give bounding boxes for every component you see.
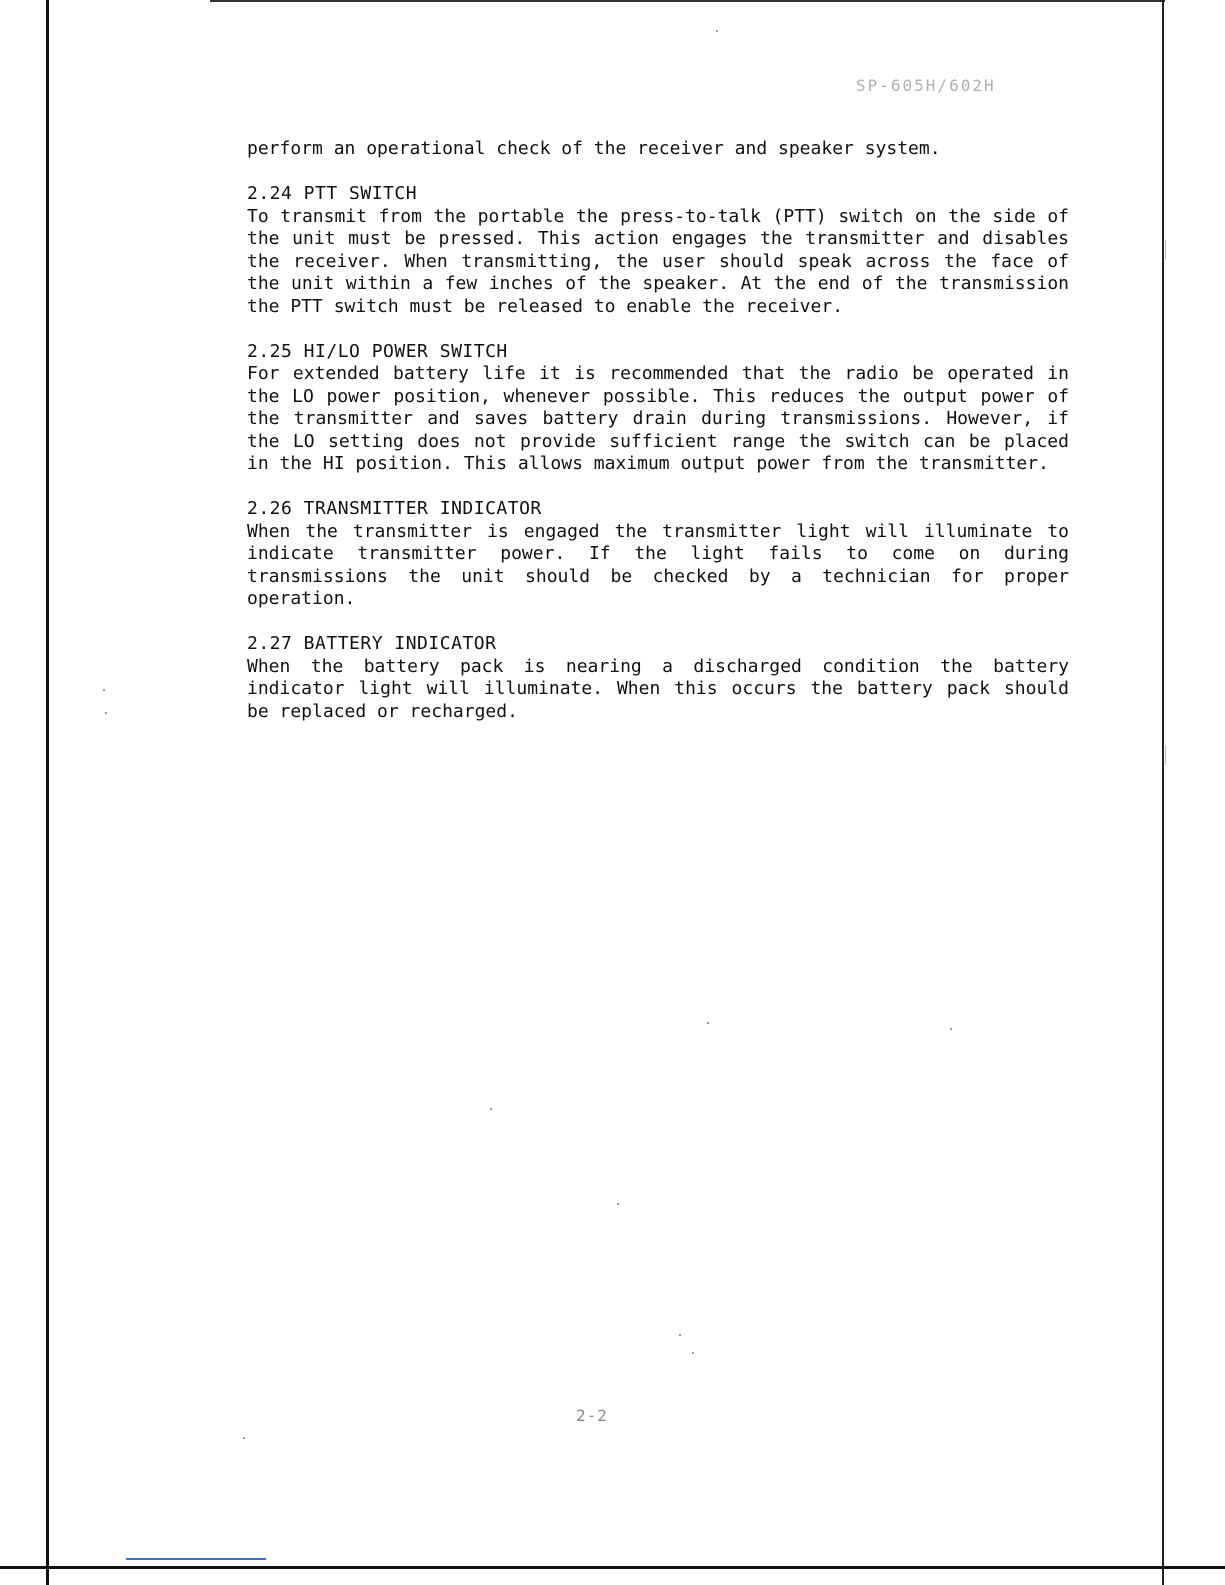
scan-speck: [1165, 745, 1166, 765]
scan-border-bottom: [0, 1566, 1225, 1569]
section-ptt-switch: [247, 183, 1069, 318]
section-hi-lo-power-switch: [247, 341, 1069, 476]
scan-speck: [103, 689, 105, 691]
section-body: When the battery pack is nearing a discharged condition the battery indicator light will illuminate. When this occurs the battery pack should be replaced or recharged.: [247, 655, 1069, 722]
section-body: When the transmitter is engaged the transmitter light will illuminate to indicate transmitter power. If the light fails to come on during transmissions the unit should be checked by a technician for proper operation.: [247, 520, 1069, 609]
scan-speck: [490, 1108, 492, 1110]
scan-speck: [716, 30, 718, 32]
section-heading: 2.24 PTT SWITCH: [247, 183, 418, 204]
section-heading: 2.27 BATTERY INDICATOR: [247, 633, 497, 654]
scan-border-top: [210, 0, 1165, 2]
scan-speck: [617, 1203, 619, 1205]
section-transmitter-indicator: [247, 498, 1069, 611]
page-number: 2-2: [576, 1406, 608, 1425]
section-heading: 2.26 TRANSMITTER INDICATOR: [247, 498, 542, 519]
scan-edge-mark: [126, 1558, 266, 1560]
section-body: For extended battery life it is recommended that the radio be operated in the LO power position, whenever possible. This reduces the output power of the transmitter and saves battery drain during transmissions. However, if the LO setting does not provide sufficient range the switch can be placed in the HI position. This allows maximum output power from the transmitter.: [247, 363, 1069, 474]
document-body: [247, 138, 1069, 723]
section-body: To transmit from the portable the press-to-talk (PTT) switch on the side of the unit must be pressed. This action engages the transmitter and disables the receiver. When transmitting, the user should speak across the face of the unit within a few inches of the speaker. At the end of the transmission the PTT switch must be released to enable the receiver.: [247, 205, 1069, 317]
scan-speck: [679, 1334, 681, 1336]
scan-speck: [105, 712, 107, 714]
section-battery-indicator: [247, 633, 1069, 723]
scan-border-left: [46, 0, 49, 1585]
scan-speck: [243, 1437, 245, 1439]
scan-speck: [692, 1352, 694, 1354]
scan-speck: [1165, 240, 1166, 260]
scan-speck: [950, 1028, 952, 1030]
scan-speck: [707, 1022, 709, 1024]
intro-paragraph: perform an operational check of the receiver and speaker system.: [247, 138, 941, 159]
scan-border-right: [1162, 0, 1164, 1585]
document-code: SP-605H/602H: [856, 76, 996, 95]
section-heading: 2.25 HI/LO POWER SWITCH: [247, 340, 508, 362]
